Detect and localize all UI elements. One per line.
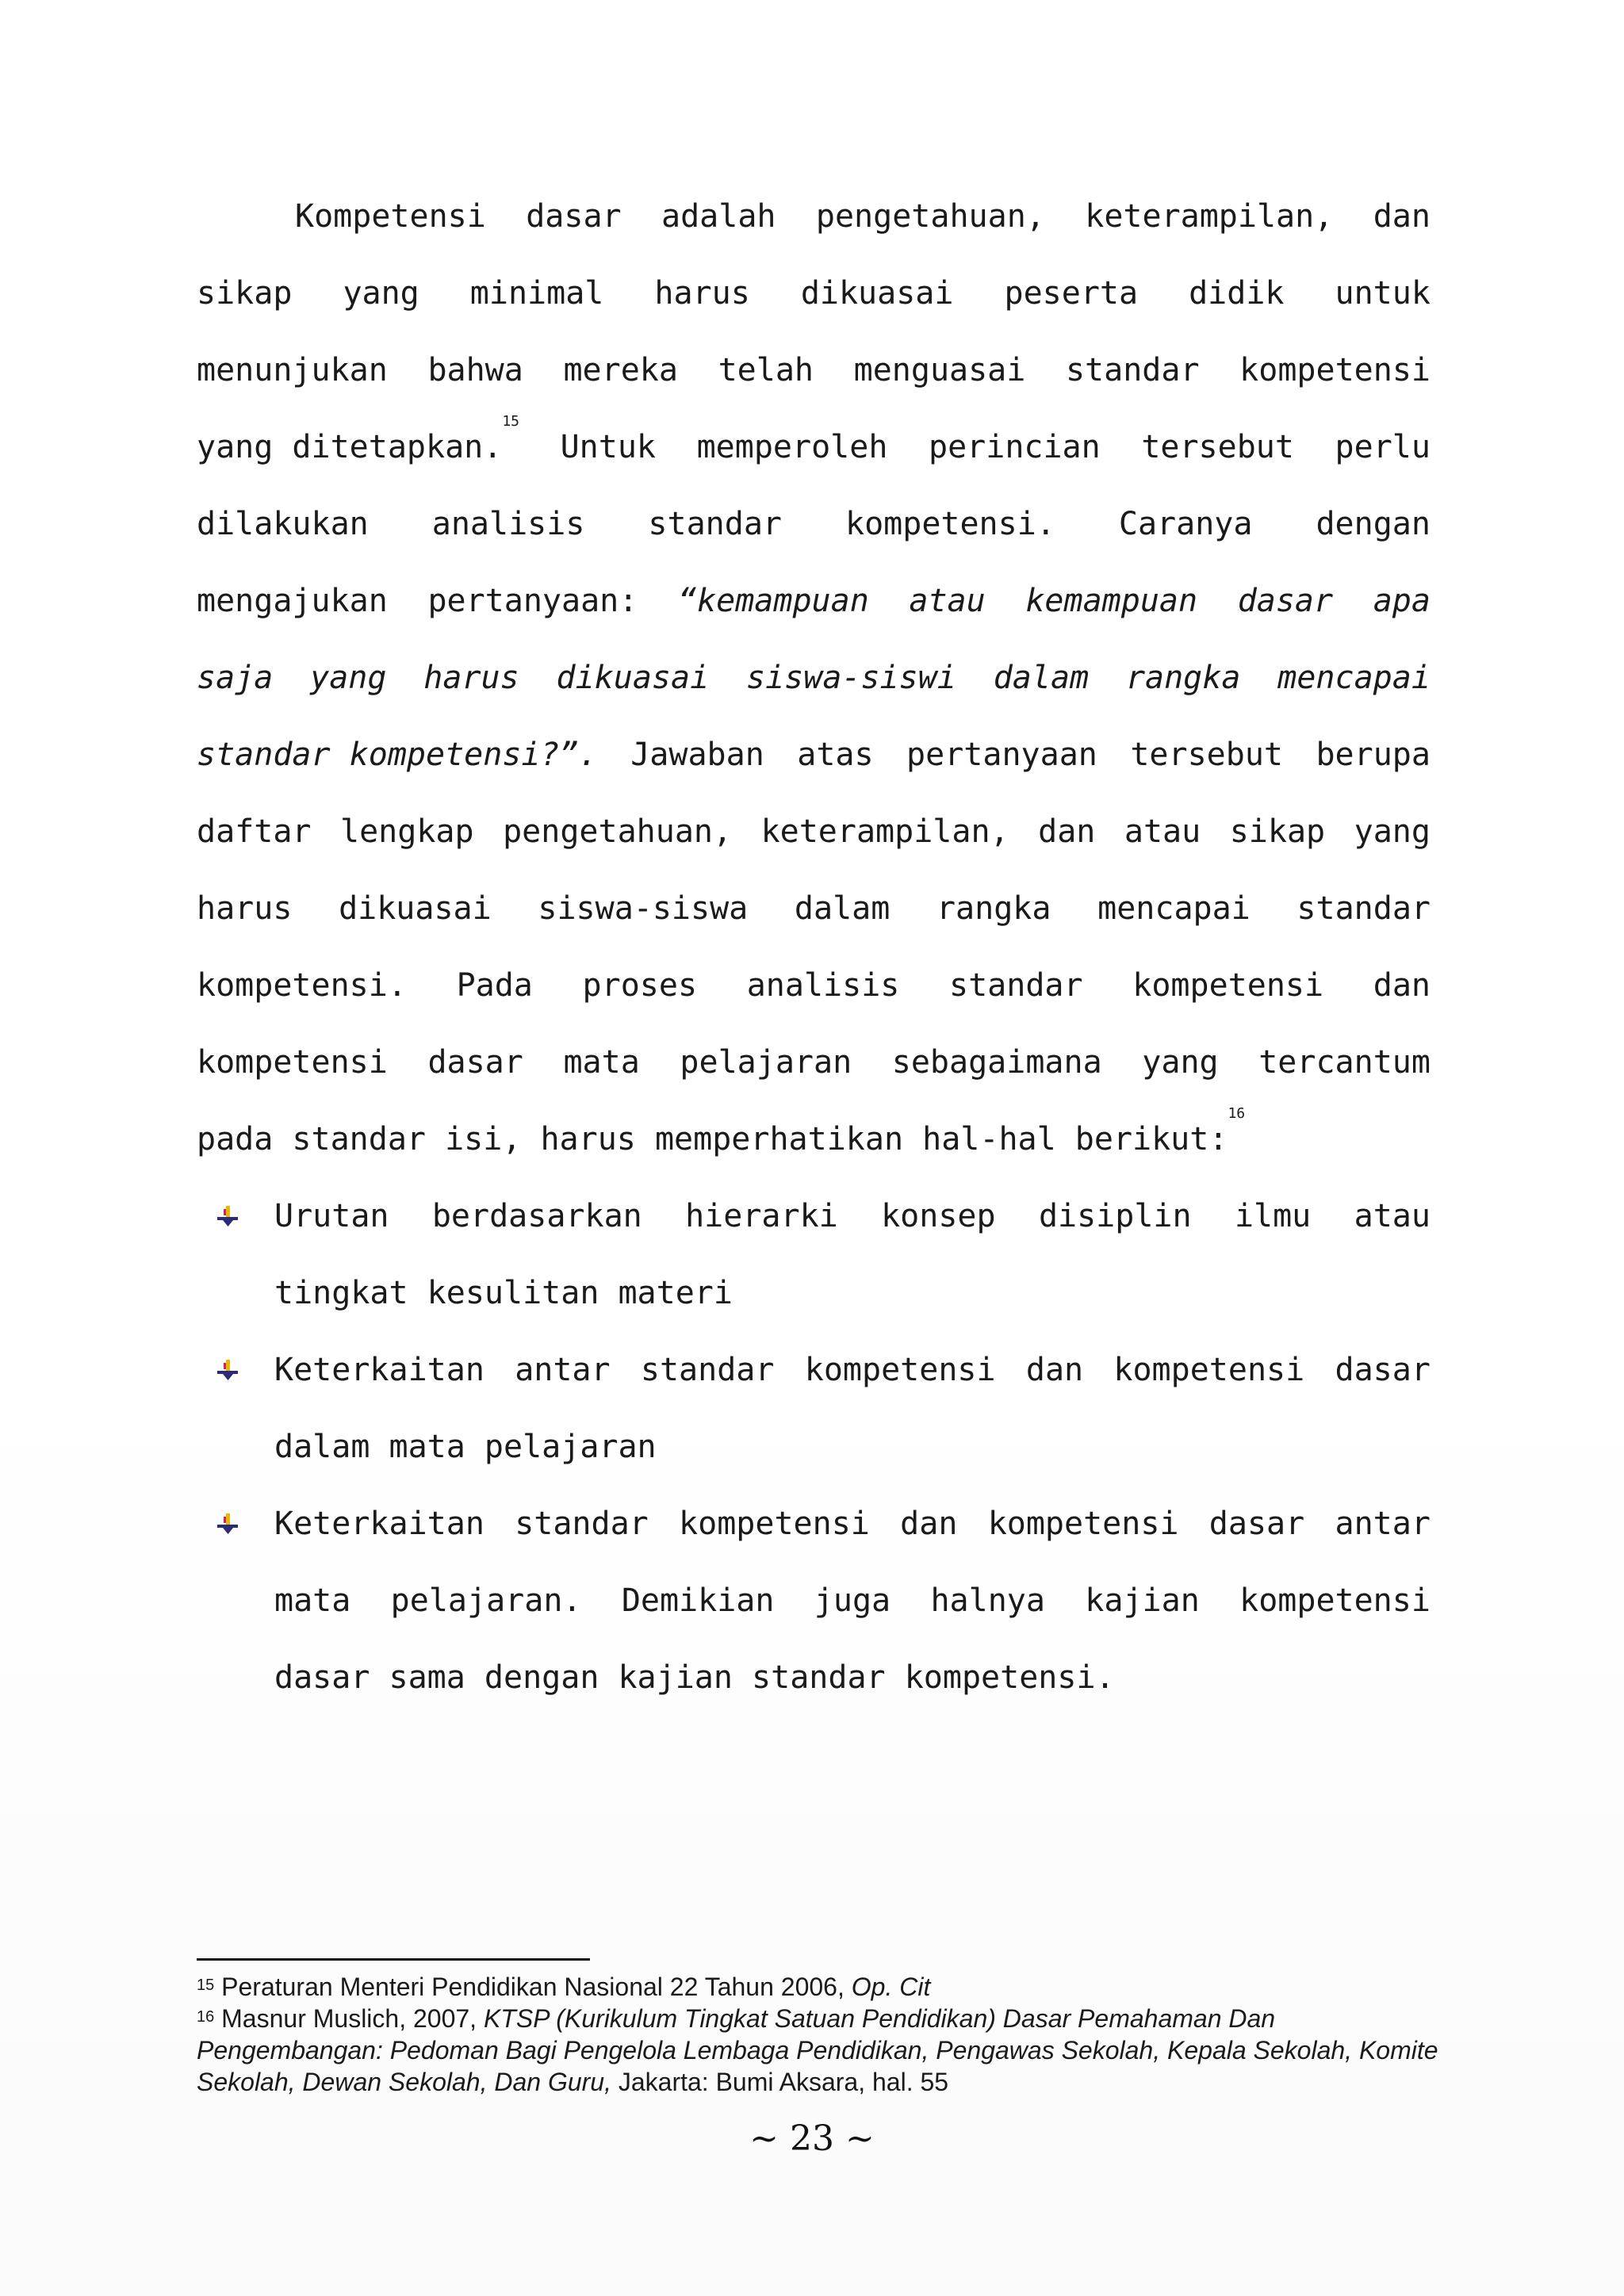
word: dasar	[427, 1044, 523, 1081]
word: dengan	[1316, 506, 1431, 542]
word: pertanyaan	[906, 737, 1097, 773]
word: kompetensi.	[845, 506, 1055, 542]
word: kompetensi	[1132, 967, 1324, 1004]
word: Kompetensi	[295, 198, 486, 235]
word: mata	[274, 1582, 351, 1619]
word: dikuasai	[339, 890, 492, 927]
text-line	[197, 879, 1431, 956]
word: antar	[1335, 1506, 1431, 1542]
word: dan	[1025, 1352, 1084, 1388]
footnote-text: Masnur Muslich, 2007,	[221, 2004, 484, 2033]
text-line	[197, 802, 1431, 879]
word: didik	[1189, 275, 1285, 312]
word: standar	[640, 1352, 775, 1388]
word: standar	[1065, 352, 1200, 388]
word: kompetensi	[1113, 1352, 1305, 1388]
word: standar	[949, 967, 1083, 1004]
arrow-down-bullet-icon	[216, 1204, 239, 1228]
word: standar	[648, 506, 782, 542]
body-paragraph	[197, 187, 1431, 1725]
bullet-item-1-cont	[197, 1264, 1431, 1341]
text-segment: pada standar isi, harus memperhatikan hal-hal berikut:	[197, 1121, 1228, 1158]
word: berdasarkan	[431, 1198, 642, 1234]
word: sebagaimana	[891, 1044, 1102, 1081]
word: yang	[1354, 813, 1431, 850]
word: Keterkaitan	[274, 1352, 485, 1388]
text-line	[197, 956, 1431, 1033]
word: bahwa	[427, 352, 523, 388]
word: harus	[197, 890, 293, 927]
word: Untuk	[560, 429, 656, 465]
word: dalam	[993, 660, 1090, 696]
word: juga	[814, 1582, 891, 1619]
word: berupa	[1316, 737, 1431, 773]
word: kompetensi	[804, 1352, 996, 1388]
word: tersebut	[1130, 737, 1283, 773]
footnote-ref-15[interactable]: 15	[502, 413, 519, 430]
arrow-down-bullet-icon	[216, 1512, 239, 1536]
text-line	[197, 264, 1431, 341]
text-line	[197, 725, 1431, 802]
word: pertanyaan:	[427, 583, 638, 619]
word: Jawaban	[630, 737, 764, 773]
word: keterampilan,	[1085, 198, 1334, 235]
word: rangka	[1125, 660, 1241, 696]
footnote-15	[197, 1971, 1450, 2003]
word: sikap	[197, 275, 293, 312]
word: peserta	[1004, 275, 1139, 312]
text-line	[197, 341, 1431, 418]
word: disiplin	[1038, 1198, 1192, 1234]
text-segment: dasar sama dengan kajian standar kompetensi.	[274, 1659, 1115, 1696]
word: analisis	[431, 506, 585, 542]
word: mengajukan	[197, 583, 388, 619]
footnote-italic: KTSP (Kurikulum Tingkat Satuan Pendidikan) Dasar Pemahaman Dan Pengembangan: Pedoman Bagi Pengelola Lembaga Pendidikan, Pengawas Sekolah, Kepala Sekolah, Komite Sekolah, Dewan Sekolah, Dan Guru,	[197, 2004, 1438, 2096]
word: rangka	[936, 890, 1051, 927]
word: memperoleh	[696, 429, 888, 465]
word: kompetensi	[1239, 1582, 1431, 1619]
word: untuk	[1335, 275, 1431, 312]
word: standar	[515, 1506, 649, 1542]
question-end: standar kompetensi?”.	[197, 737, 598, 773]
word: Pada	[456, 967, 533, 1004]
text-segment: dalam mata pelajaran	[274, 1429, 657, 1465]
word: kajian	[1085, 1582, 1200, 1619]
bullet-item-3-cont	[197, 1571, 1431, 1648]
word: konsep	[881, 1198, 996, 1234]
word: harus	[654, 275, 750, 312]
word: yang	[310, 660, 387, 696]
word: kompetensi	[1239, 352, 1431, 388]
word: minimal	[469, 275, 604, 312]
word: tercantum	[1258, 1044, 1431, 1081]
word: Urutan	[274, 1198, 389, 1234]
word: dalam	[794, 890, 891, 927]
text-line	[197, 1105, 1431, 1187]
word: dan	[1373, 198, 1431, 235]
bullet-item-3	[197, 1494, 1431, 1571]
word: yang	[343, 275, 419, 312]
word: mencapai	[1097, 890, 1251, 927]
bullet-item-3-cont	[197, 1648, 1431, 1725]
word: Caranya	[1118, 506, 1253, 542]
word: perincian	[928, 429, 1101, 465]
word: tersebut	[1141, 429, 1294, 465]
word: atau	[1354, 1198, 1431, 1234]
footnote-number: 15	[197, 1976, 215, 1994]
word: daftar	[197, 813, 312, 850]
word: dikuasai	[556, 660, 710, 696]
word: pelajaran	[680, 1044, 852, 1081]
word: adalah	[661, 198, 776, 235]
word: Demikian	[621, 1582, 775, 1619]
word: mata	[563, 1044, 640, 1081]
word: menguasai	[853, 352, 1026, 388]
word: antar	[515, 1352, 611, 1388]
text-line	[197, 413, 1431, 495]
word: keterampilan,	[760, 813, 1009, 850]
word: perlu	[1335, 429, 1431, 465]
word: mereka	[563, 352, 678, 388]
arrow-down-bullet-icon	[216, 1358, 239, 1382]
text-segment: yang ditetapkan.$^{15}$	[197, 413, 519, 465]
text-line	[197, 495, 1431, 572]
word: sikap	[1229, 813, 1326, 850]
word: siswa-siswi	[745, 660, 956, 696]
word: dasar	[1237, 583, 1334, 619]
word: pelajaran.	[390, 1582, 582, 1619]
word: kemampuan	[1025, 583, 1198, 619]
word: pengetahuan,	[815, 198, 1045, 235]
text-line	[197, 187, 1431, 264]
word: dan	[900, 1506, 958, 1542]
bullet-item-1	[197, 1187, 1431, 1264]
footnote-italic: Op. Cit	[851, 1973, 931, 2001]
text-line	[197, 572, 1431, 649]
word: apa	[1373, 583, 1431, 619]
bullet-item-2	[197, 1341, 1431, 1418]
word: kompetensi.	[197, 967, 407, 1004]
footnote-text: Peraturan Menteri Pendidikan Nasional 22 Tahun 2006,	[221, 1973, 852, 2001]
word: dan	[1373, 967, 1431, 1004]
word: kompetensi	[197, 1044, 388, 1081]
word: harus	[423, 660, 519, 696]
word: dan	[1038, 813, 1096, 850]
word: halnya	[930, 1582, 1045, 1619]
page-number: ~ 23 ~	[749, 2118, 875, 2159]
word: atas	[797, 737, 874, 773]
word: “kemampuan	[677, 583, 869, 619]
word: kompetensi	[987, 1506, 1179, 1542]
footnote-16	[197, 2003, 1450, 2098]
word: dilakukan	[197, 506, 369, 542]
word: kompetensi	[679, 1506, 870, 1542]
footnotes	[197, 1971, 1450, 2098]
text-line-italic	[197, 649, 1431, 725]
word: atau	[909, 583, 986, 619]
text-segment: tingkat kesulitan materi	[274, 1275, 733, 1311]
word: telah	[718, 352, 814, 388]
word: dasar	[1208, 1506, 1305, 1542]
word: yang	[1142, 1044, 1219, 1081]
word: pengetahuan,	[503, 813, 733, 850]
word: dasar	[1335, 1352, 1431, 1388]
text-line	[197, 1033, 1431, 1110]
word: lengkap	[340, 813, 474, 850]
word: atau	[1124, 813, 1201, 850]
word: proses	[582, 967, 698, 1004]
footnote-text: Jakarta: Bumi Aksara, hal. 55	[611, 2068, 949, 2096]
word: ilmu	[1234, 1198, 1312, 1234]
footnote-ref-16[interactable]: 16	[1228, 1105, 1246, 1122]
word: dikuasai	[800, 275, 954, 312]
word: mencapai	[1277, 660, 1431, 696]
bullet-item-2-cont	[197, 1418, 1431, 1494]
word: siswa-siswa	[538, 890, 749, 927]
word: dasar	[526, 198, 622, 235]
word: saja	[197, 660, 274, 696]
word: analisis	[746, 967, 900, 1004]
footnote-separator	[197, 1958, 590, 1961]
word: hierarki	[685, 1198, 838, 1234]
word: menunjukan	[197, 352, 388, 388]
word: standar	[1297, 890, 1431, 927]
footnote-number: 16	[197, 2008, 215, 2026]
word: Keterkaitan	[274, 1506, 485, 1542]
